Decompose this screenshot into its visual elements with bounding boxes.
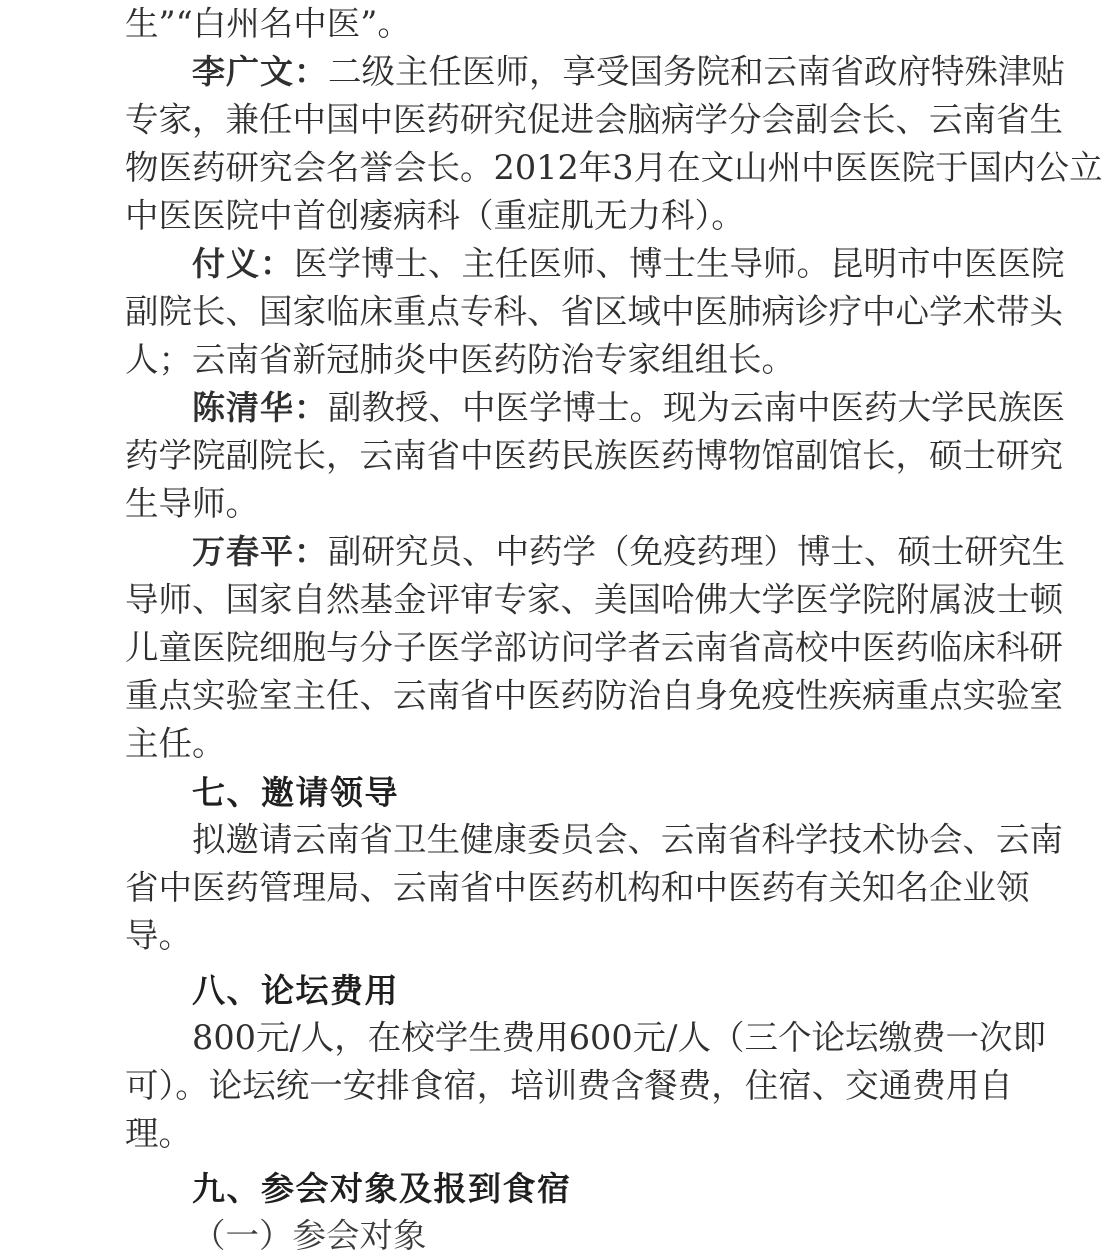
paragraph-line-text: 二级主任医师，享受国务院和云南省政府特殊津贴 — [328, 52, 1065, 91]
paragraph-line — [125, 672, 1063, 720]
paragraph-line-lead — [125, 48, 1065, 96]
paragraph-line-text: 儿童医院细胞与分子医学部访问学者云南省高校中医药临床科研 — [125, 628, 1063, 667]
expert-name-wan-chunping: 万春平： — [192, 532, 328, 571]
paragraph-line — [125, 1014, 1046, 1062]
subheading-attendees: （一）参会对象 — [192, 1216, 427, 1255]
paragraph-line — [125, 144, 1103, 192]
paragraph-line: 人；云南省新冠肺炎中医药防治专家组组长。 — [125, 340, 795, 379]
heading-section-seven: 七、邀请领导 — [192, 773, 399, 812]
paragraph-line-text: 物医药研究会名誉会长。2012年3月在文山州中医医院于国内公立 — [125, 148, 1103, 187]
heading-section-eight: 八、论坛费用 — [192, 971, 399, 1010]
paragraph-line: 中医医院中首创痿病科（重症肌无力科）。 — [125, 196, 745, 235]
paragraph-line: 生”“白州名中医”。 — [125, 4, 411, 43]
paragraph-line-text: 药学院副院长，云南省中医药民族医药博物馆副馆长，硕士研究 — [125, 436, 1063, 475]
paragraph-line — [125, 576, 1063, 624]
paragraph-line-text: 省中医药管理局、云南省中医药机构和中医药有关知名企业领 — [125, 868, 1030, 907]
paragraph-line: 主任。 — [125, 724, 226, 763]
paragraph-line-lead — [125, 528, 1065, 576]
paragraph-line-text: 拟邀请云南省卫生健康委员会、云南省科学技术协会、云南 — [192, 820, 1063, 859]
paragraph-line — [125, 864, 1030, 912]
paragraph-line-text: 800元/人，在校学生费用600元/人（三个论坛缴费一次即 — [192, 1018, 1046, 1057]
paragraph-line — [125, 1062, 1013, 1110]
paragraph-line-text: 导师、国家自然基金评审专家、美国哈佛大学医学院附属波士顿 — [125, 580, 1063, 619]
paragraph-line — [125, 816, 1063, 864]
paragraph-line-text: 重点实验室主任、云南省中医药防治自身免疫性疾病重点实验室 — [125, 676, 1063, 715]
paragraph-line-text: 副研究员、中药学（免疫药理）博士、硕士研究生 — [328, 532, 1065, 571]
heading-section-nine: 九、参会对象及报到食宿 — [192, 1169, 572, 1208]
paragraph-line: 理。 — [125, 1114, 192, 1153]
paragraph-line-text: 副教授、中医学博士。现为云南中医药大学民族医 — [328, 388, 1065, 427]
document-body — [125, 0, 1103, 1260]
paragraph-line-text: 可）。论坛统一安排食宿，培训费含餐费，住宿、交通费用自 — [125, 1066, 1013, 1105]
paragraph-line — [125, 96, 1063, 144]
paragraph-line-lead — [125, 384, 1065, 432]
paragraph-line-text: 副院长、国家临床重点专科、省区域中医肺病诊疗中心学术带头 — [125, 292, 1063, 331]
expert-name-fu-yi: 付义： — [192, 244, 294, 283]
paragraph-line-text: 医学博士、主任医师、博士生导师。昆明市中医医院 — [294, 244, 1065, 283]
paragraph-line-text: 专家，兼任中国中医药研究促进会脑病学分会副会长、云南省生 — [125, 100, 1063, 139]
paragraph-line — [125, 432, 1063, 480]
paragraph-line — [125, 624, 1063, 672]
paragraph-line — [125, 288, 1063, 336]
expert-name-li-guangwen: 李广文： — [192, 52, 328, 91]
paragraph-line-lead — [125, 240, 1065, 288]
paragraph-line: 生导师。 — [125, 484, 259, 523]
paragraph-line: 导。 — [125, 916, 192, 955]
expert-name-chen-qinghua: 陈清华： — [192, 388, 328, 427]
